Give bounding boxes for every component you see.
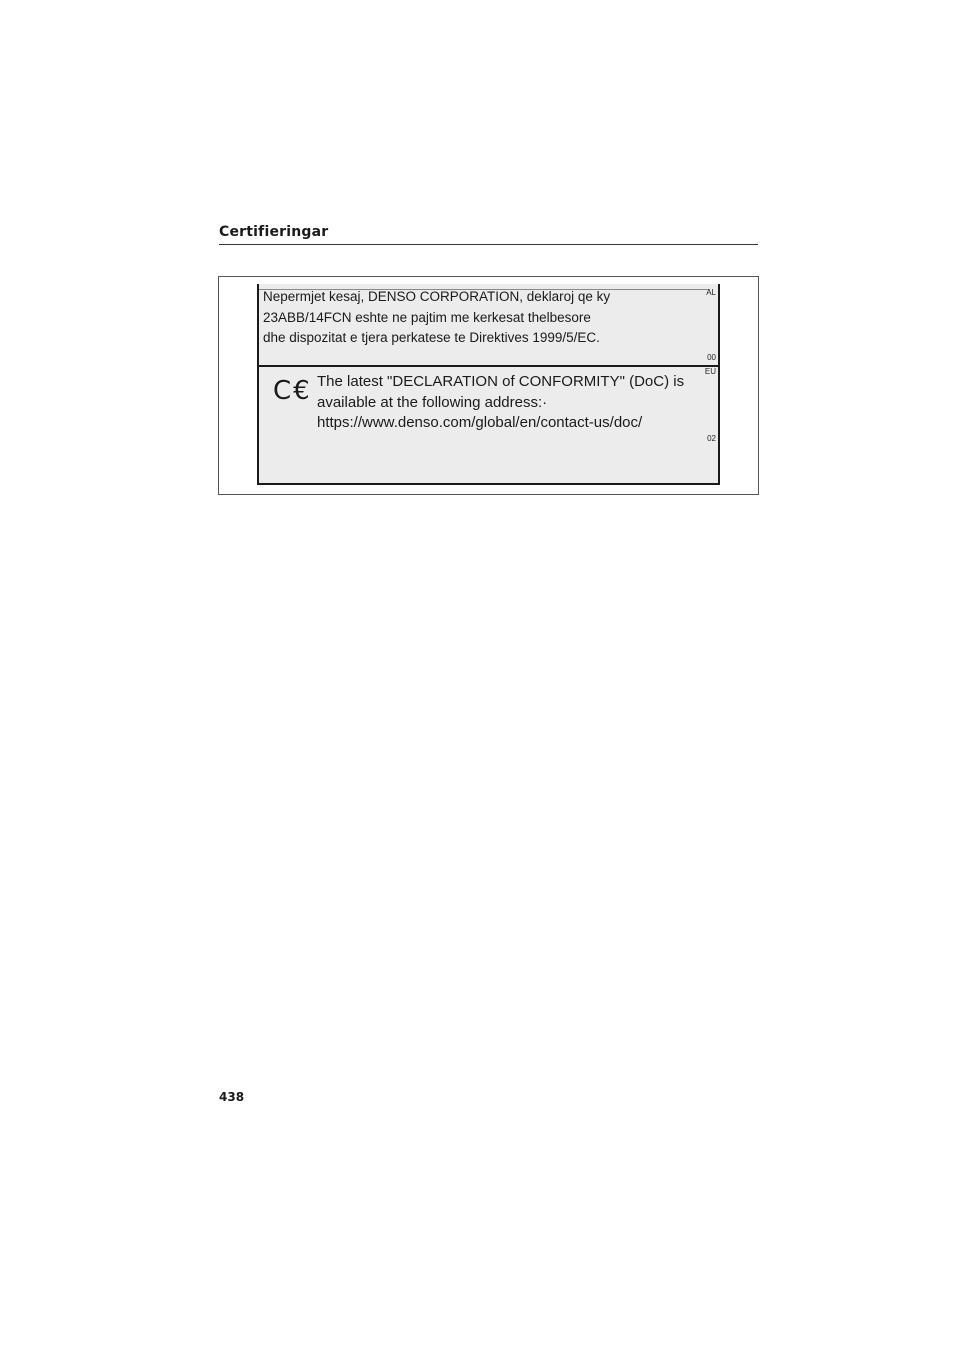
eu-declaration-url: https://www.denso.com/global/en/contact-us/doc/ [317,414,643,431]
page-number: 438 [219,1090,245,1104]
eu-declaration-line-1: The latest "DECLARATION of CONFORMITY" (DoC) is [317,373,685,390]
al-declaration-line-2: 23ABB/14FCN eshte ne pajtim me kerkesat thelbesore [263,310,591,325]
section-title: Certifieringar [219,224,329,240]
eu-revision-code: 02 [707,434,716,443]
certification-label [257,284,720,485]
al-country-code: AL [706,288,716,297]
ce-mark-icon: C€ [273,376,312,406]
eu-declaration-line-2: available at the following address:· [317,394,548,411]
al-declaration-line-3: dhe dispozitat e tjera perkatese te Direktives 1999/5/EC. [263,330,600,345]
eu-region-code: EU [704,367,716,376]
header-divider [219,244,758,245]
al-declaration-line-1: Nepermjet kesaj, DENSO CORPORATION, deklaroj qe ky [263,289,611,304]
al-revision-code: 00 [707,353,716,362]
label-section-divider [259,365,718,367]
